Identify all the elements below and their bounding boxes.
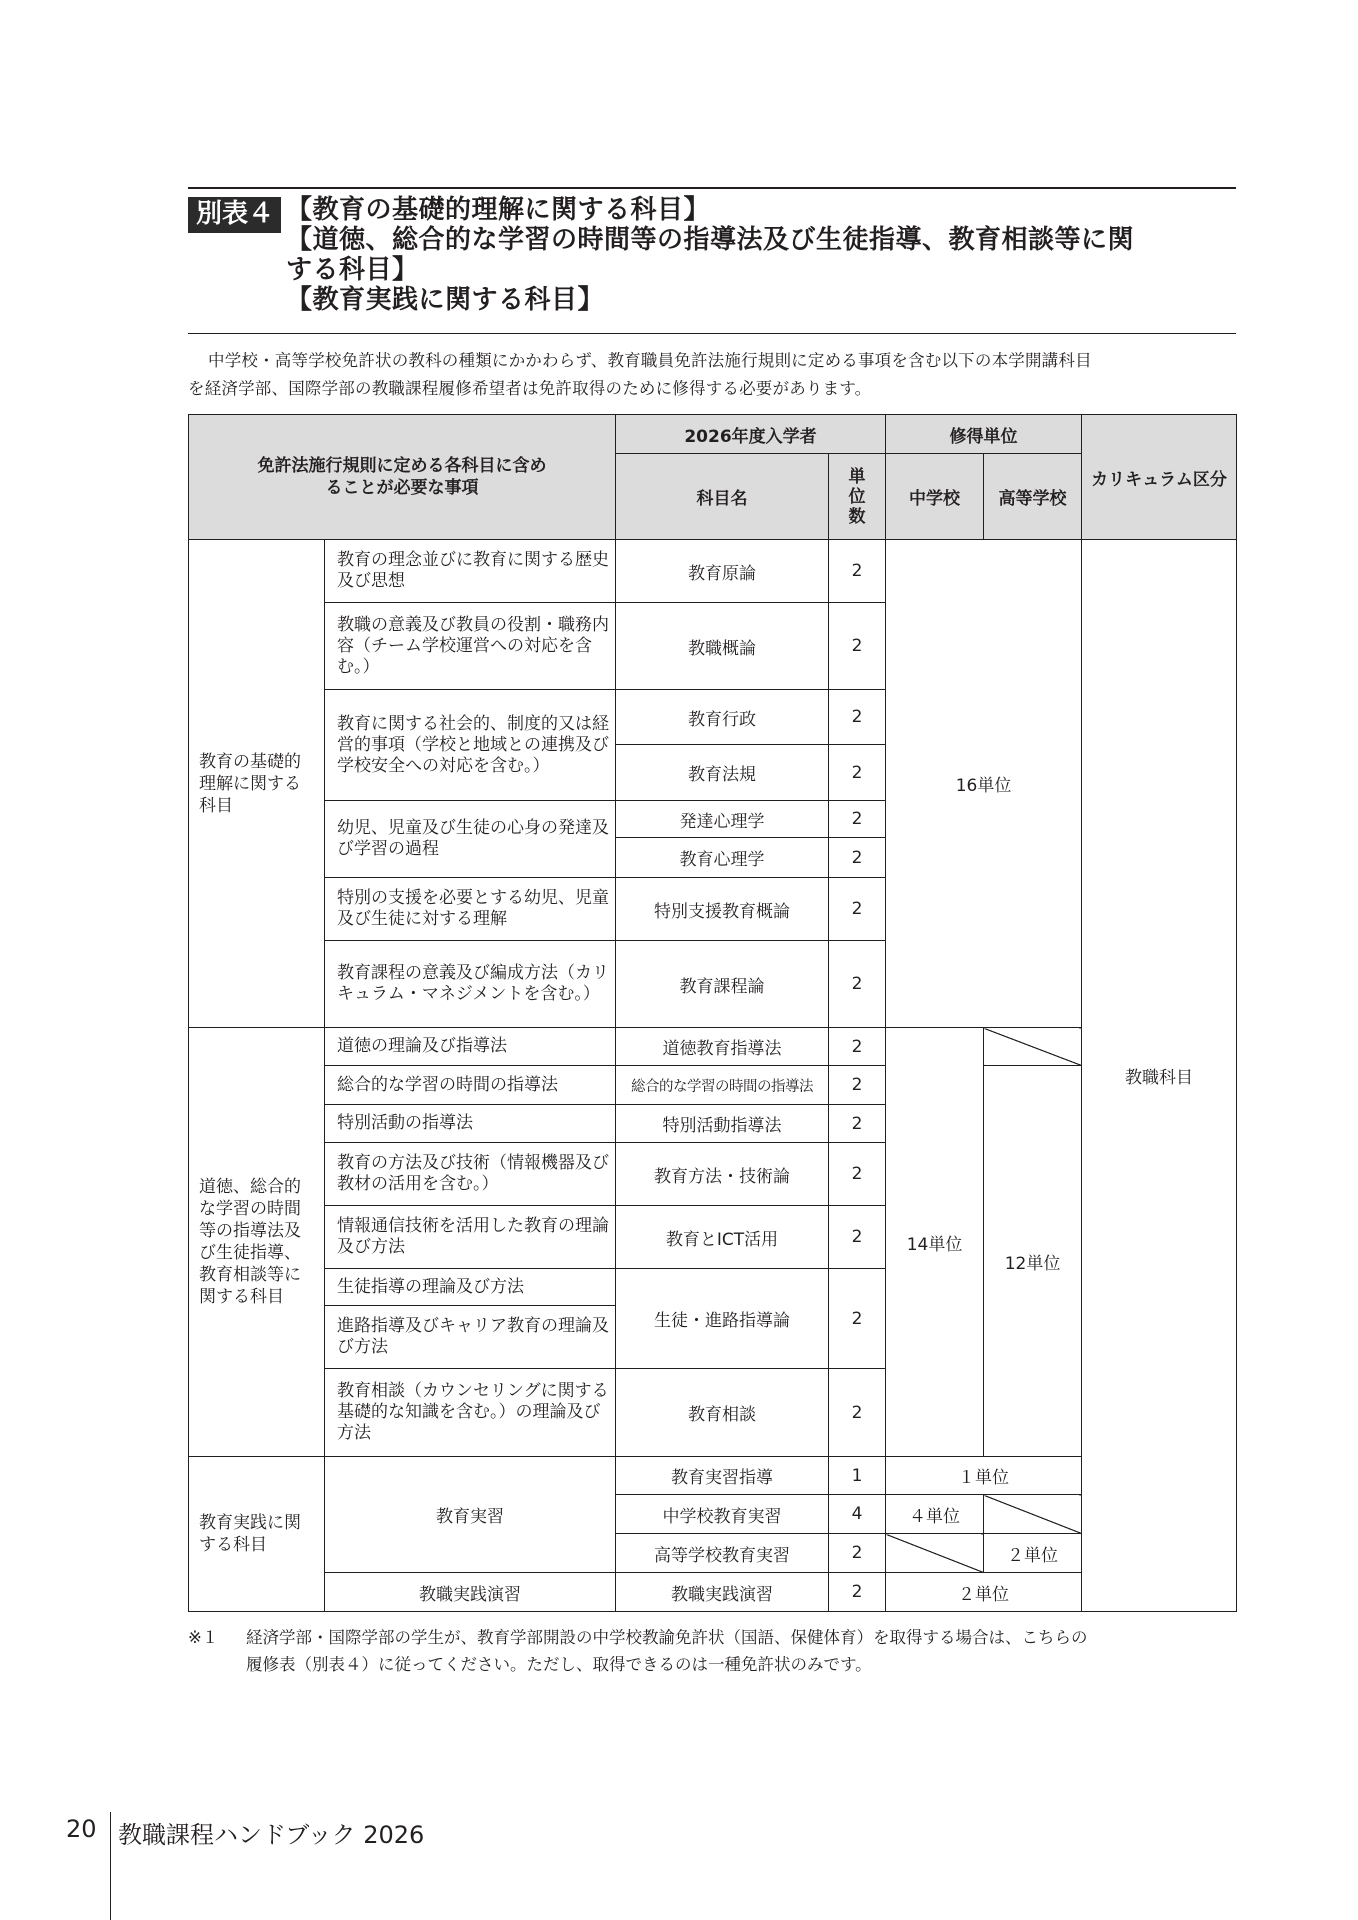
matter-cell: 特別活動の指導法	[325, 1105, 616, 1143]
subject-cell: 道徳教育指導法	[616, 1028, 829, 1066]
subject-cell: 教職実践演習	[616, 1573, 829, 1612]
units-cell: 2	[829, 1206, 886, 1269]
footnote	[188, 1624, 1236, 1678]
matter-cell: 教職の意義及び教員の役割・職務内容（チーム学校運営への対応を含む。）	[325, 603, 616, 690]
footer-divider	[110, 1812, 111, 1920]
requirements-table	[188, 414, 1237, 1612]
intro-line: を経済学部、国際学部の教職課程履修希望者は免許取得のために修得する必要があります。	[188, 379, 872, 398]
top-rule	[188, 187, 1236, 189]
units-cell: 2	[829, 1028, 886, 1066]
credits-cell: ２単位	[886, 1573, 1082, 1612]
not-applicable-cell	[984, 1495, 1082, 1534]
matter-cell: 生徒指導の理論及び方法	[325, 1269, 616, 1306]
header-units: 単 位 数	[829, 454, 886, 540]
footnote-line: 経済学部・国際学部の学生が、教育学部開設の中学校教諭免許状（国語、保健体育）を取得する場合は、こちらの	[246, 1628, 1088, 1647]
matter-cell: 特別の支援を必要とする幼児、児童及び生徒に対する理解	[325, 878, 616, 941]
subject-cell: 教育課程論	[616, 941, 829, 1028]
matter-cell: 教育に関する社会的、制度的又は経営的事項（学校と地域との連携及び学校安全への対応を含む。）	[325, 690, 616, 801]
subject-cell: 教育法規	[616, 745, 829, 801]
subject-cell: 教育実習指導	[616, 1457, 829, 1495]
heading-rule	[188, 333, 1236, 334]
footnote-line: 履修表（別表４）に従ってください。ただし、取得できるのは一種免許状のみです。	[246, 1655, 872, 1674]
subject-cell: 特別支援教育概論	[616, 878, 829, 941]
heading-line: 【教育の基礎的理解に関する科目】	[286, 195, 711, 225]
units-cell: 1	[829, 1457, 886, 1495]
group-label: 教育の基礎的理解に関する科目	[189, 540, 325, 1028]
footer-title: 教職課程ハンドブック 2026	[118, 1821, 425, 1849]
subject-cell: 高等学校教育実習	[616, 1534, 829, 1573]
matter-cell: 教育相談（カウンセリングに関する基礎的な知識を含む。）の理論及び方法	[325, 1369, 616, 1457]
units-cell: 2	[829, 540, 886, 603]
subject-cell: 教育原論	[616, 540, 829, 603]
subject-cell: 教育行政	[616, 690, 829, 745]
seminar-matter-cell: 教職実践演習	[325, 1573, 616, 1612]
high-credits-cell: ２単位	[984, 1534, 1082, 1573]
matter-cell: 教育の方法及び技術（情報機器及び教材の活用を含む。）	[325, 1143, 616, 1206]
subject-cell: 教育心理学	[616, 838, 829, 878]
units-cell: 2	[829, 1143, 886, 1206]
practice-matter-cell: 教育実習	[325, 1457, 616, 1573]
not-applicable-cell	[984, 1028, 1082, 1066]
intro-paragraph	[188, 347, 1236, 403]
heading-line: する科目】	[286, 255, 419, 285]
units-cell: 2	[829, 801, 886, 838]
units-cell: 2	[829, 878, 886, 941]
units-cell: 4	[829, 1495, 886, 1534]
subject-cell: 教育とICT活用	[616, 1206, 829, 1269]
not-applicable-cell	[886, 1534, 984, 1573]
units-cell: 2	[829, 1269, 886, 1369]
heading-line: 【道徳、総合的な学習の時間等の指導法及び生徒指導、教育相談等に関	[286, 225, 1135, 255]
subject-cell: 教職概論	[616, 603, 829, 690]
subject-cell: 総合的な学習の時間の指導法	[616, 1066, 829, 1105]
matter-cell: 教育課程の意義及び編成方法（カリキュラム・マネジメントを含む。）	[325, 941, 616, 1028]
matter-cell: 情報通信技術を活用した教育の理論及び方法	[325, 1206, 616, 1269]
matter-cell: 進路指導及びキャリア教育の理論及び方法	[325, 1306, 616, 1369]
units-cell: 2	[829, 1534, 886, 1573]
units-cell: 2	[829, 745, 886, 801]
subject-cell: 生徒・進路指導論	[616, 1269, 829, 1369]
units-cell: 2	[829, 838, 886, 878]
units-cell: 2	[829, 603, 886, 690]
matter-cell: 教育の理念並びに教育に関する歴史及び思想	[325, 540, 616, 603]
group2-high-total: 12単位	[984, 1066, 1082, 1457]
subject-cell: 中学校教育実習	[616, 1495, 829, 1534]
group1-total: 16単位	[886, 540, 1082, 1028]
junior-credits-cell: ４単位	[886, 1495, 984, 1534]
group2-junior-total: 14単位	[886, 1028, 984, 1457]
units-cell: 2	[829, 1369, 886, 1457]
header-subject-name: 科目名	[616, 454, 829, 540]
header-credits-required: 修得単位	[886, 415, 1082, 454]
subject-cell: 特別活動指導法	[616, 1105, 829, 1143]
matter-cell: 幼児、児童及び生徒の心身の発達及び学習の過程	[325, 801, 616, 878]
group-label: 道徳、総合的な学習の時間等の指導法及び生徒指導、教育相談等に関する科目	[189, 1028, 325, 1457]
footnote-mark: ※１	[188, 1628, 219, 1647]
units-cell: 2	[829, 690, 886, 745]
header-year: 2026年度入学者	[616, 415, 886, 454]
header-junior-high: 中学校	[886, 454, 984, 540]
units-cell: 2	[829, 1105, 886, 1143]
header-curriculum: カリキュラム区分	[1082, 415, 1237, 540]
subject-cell: 発達心理学	[616, 801, 829, 838]
credits-cell: １単位	[886, 1457, 1082, 1495]
units-cell: 2	[829, 1066, 886, 1105]
group-label: 教育実践に関する科目	[189, 1457, 325, 1612]
header-high-school: 高等学校	[984, 454, 1082, 540]
units-cell: 2	[829, 1573, 886, 1612]
curriculum-cell: 教職科目	[1082, 540, 1237, 1612]
heading-line: 【教育実践に関する科目】	[286, 285, 605, 315]
matter-cell: 総合的な学習の時間の指導法	[325, 1066, 616, 1105]
page-number: 20	[66, 1815, 97, 1843]
subject-cell: 教育相談	[616, 1369, 829, 1457]
matter-cell: 道徳の理論及び指導法	[325, 1028, 616, 1066]
table-tag: 別表４	[188, 197, 281, 233]
units-cell: 2	[829, 941, 886, 1028]
intro-line: 中学校・高等学校免許状の教科の種類にかかわらず、教育職員免許法施行規則に定める事項を含む以下の本学開講科目	[208, 351, 1092, 370]
header-matters: 免許法施行規則に定める各科目に含めることが必要な事項	[189, 415, 616, 540]
subject-cell: 教育方法・技術論	[616, 1143, 829, 1206]
